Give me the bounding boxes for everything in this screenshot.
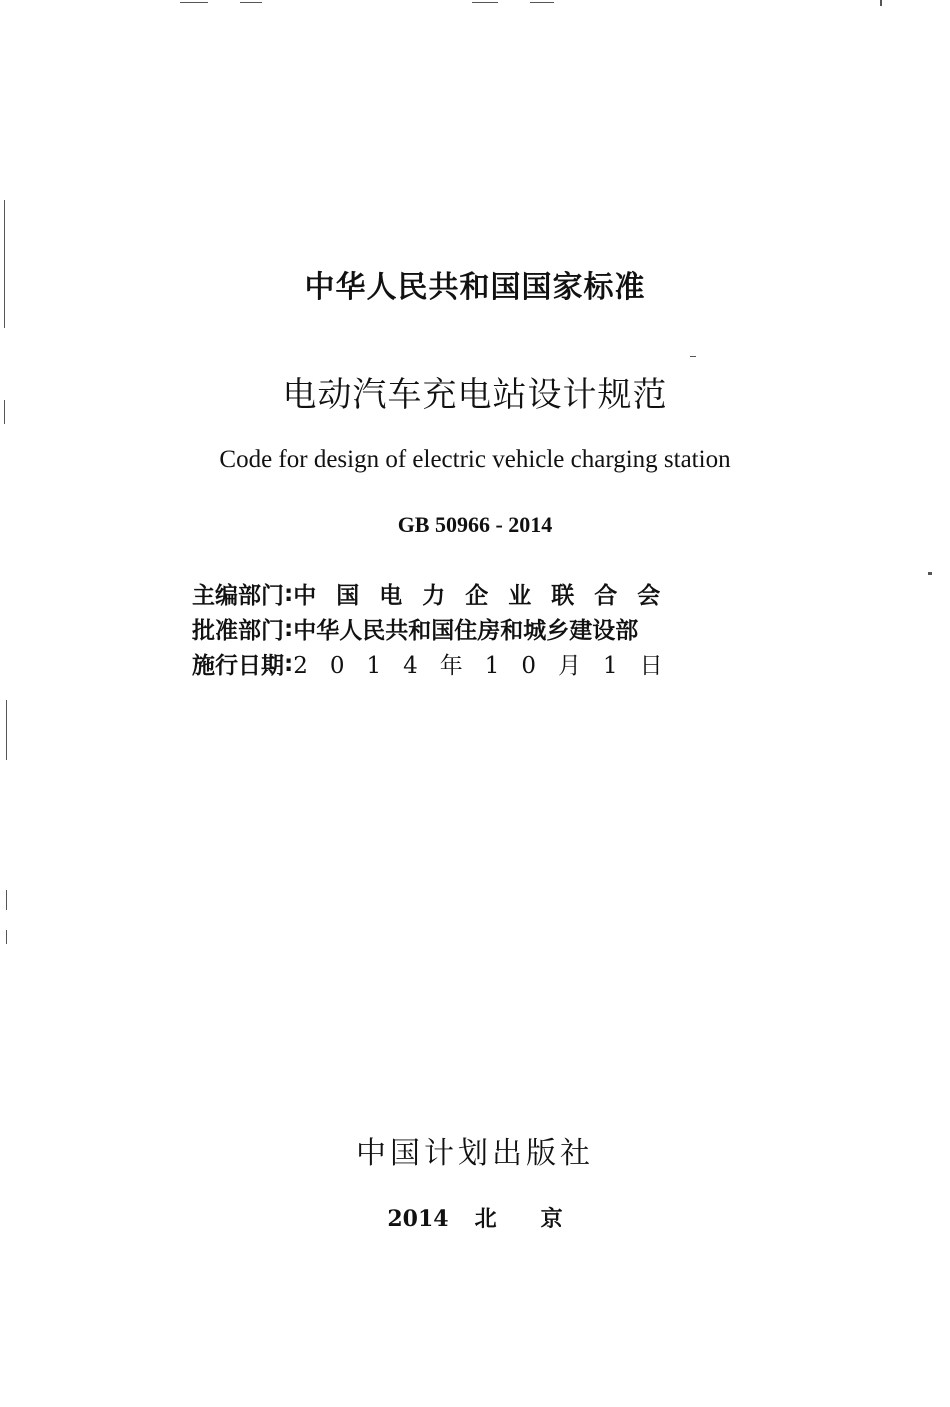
scan-mark	[6, 930, 7, 944]
scan-mark	[472, 2, 498, 3]
effective-date-label: 施行日期	[192, 653, 284, 679]
effective-date-row	[192, 646, 712, 681]
scan-mark	[530, 2, 554, 3]
approver-label: 批准部门	[192, 618, 284, 644]
approver-value: 中华人民共和国住房和城乡建设部	[293, 618, 639, 644]
imprint-year: 2014	[387, 1206, 449, 1232]
publisher-name: 中国计划出版社	[356, 1136, 594, 1171]
imprint-line	[0, 1202, 950, 1233]
standard-label: 中华人民共和国国家标准	[304, 270, 646, 305]
standard-code: GB 50966 - 2014	[397, 512, 553, 537]
approver-row	[192, 611, 712, 646]
scan-mark	[6, 890, 7, 910]
scan-mark	[690, 356, 696, 357]
effective-date-value: 2014年10月1日	[293, 653, 685, 679]
editor-row	[192, 576, 712, 611]
scan-mark	[880, 0, 882, 6]
scan-mark	[240, 2, 262, 3]
imprint-city-part1: 北	[474, 1206, 497, 1232]
editor-value: 中国电力企业联合会	[293, 583, 681, 609]
scan-mark	[6, 700, 7, 760]
imprint-city-part2: 京	[540, 1206, 563, 1232]
label-separator: :	[284, 615, 294, 642]
document-title-en: Code for design of electric vehicle charging station	[219, 446, 731, 473]
scan-mark	[180, 2, 208, 3]
label-separator: :	[284, 650, 294, 677]
editor-label: 主编部门	[192, 583, 284, 609]
label-separator: :	[284, 580, 294, 607]
scan-mark	[928, 572, 932, 575]
document-title-cn: 电动汽车充电站设计规范	[282, 375, 668, 415]
publication-info	[192, 576, 712, 681]
